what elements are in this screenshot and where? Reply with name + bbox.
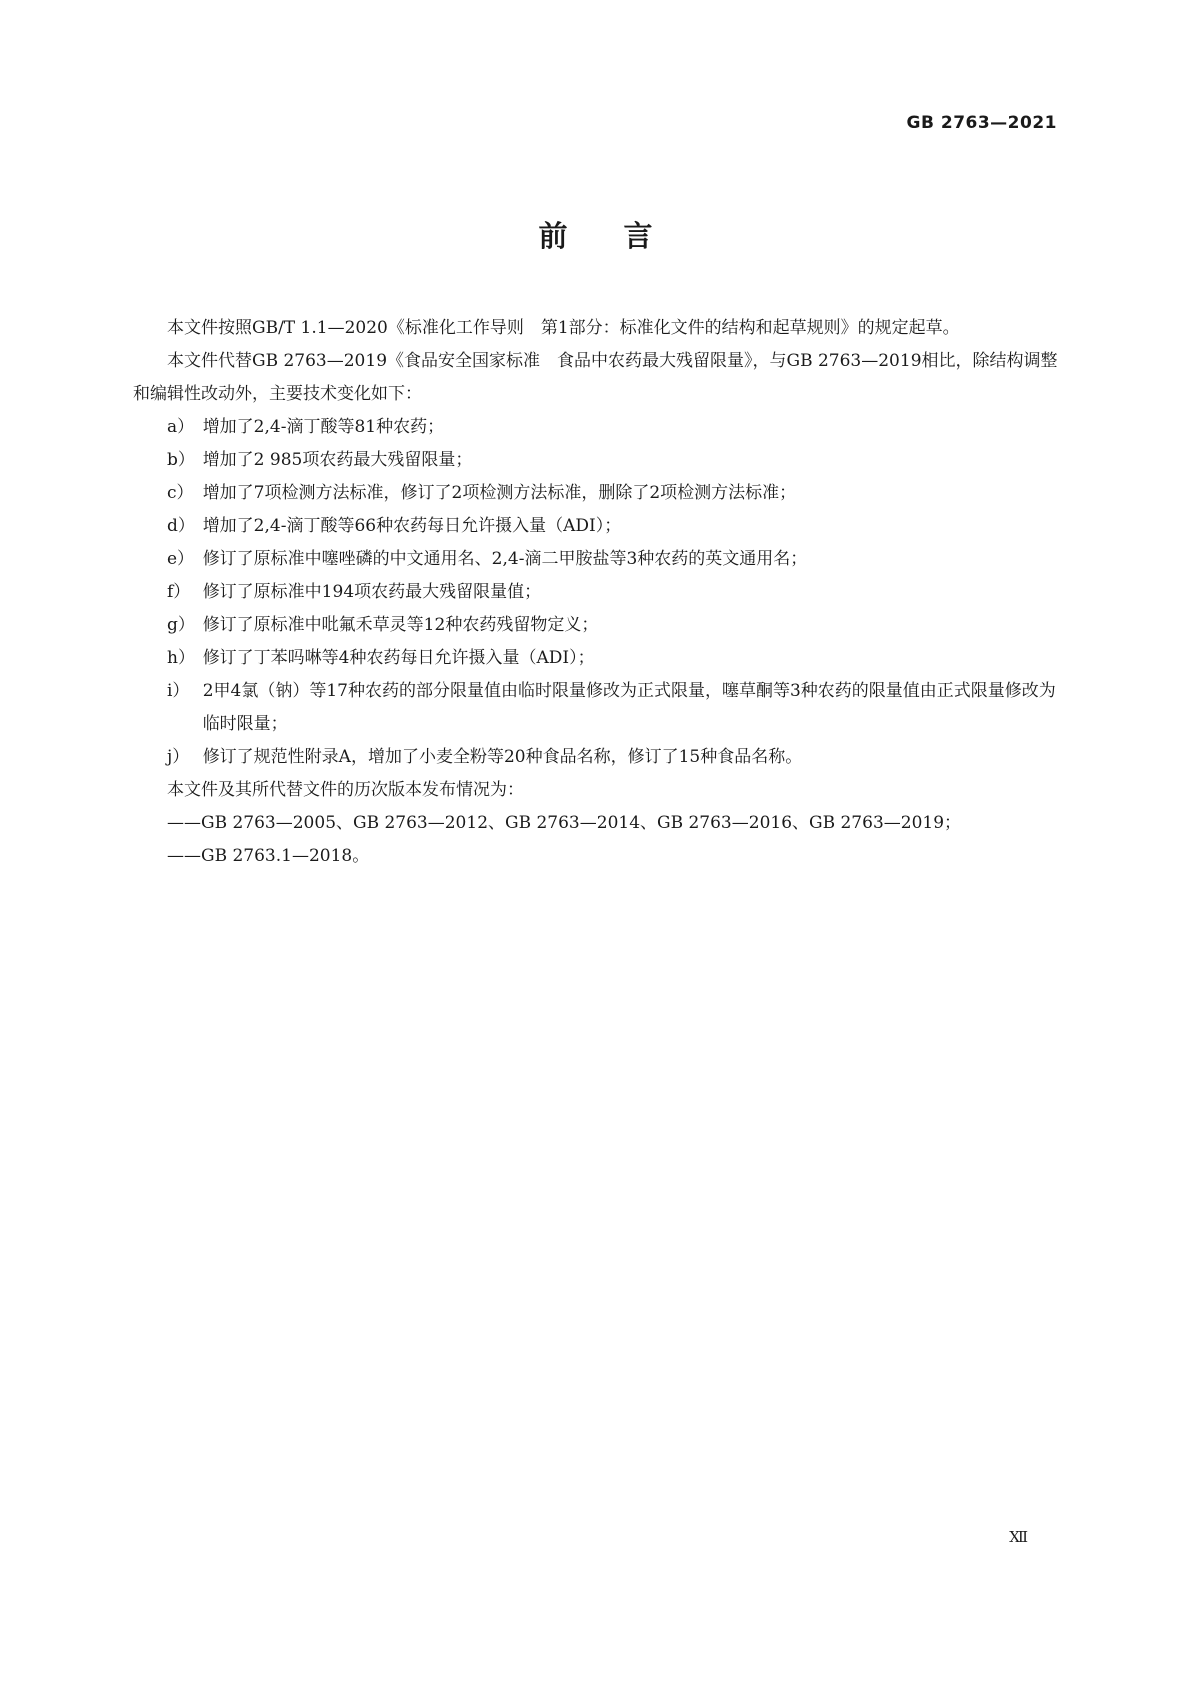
list-text: 增加了2,4-滴丁酸等81种农药； bbox=[202, 417, 445, 437]
list-text: 增加了7项检测方法标准，修订了2项检测方法标准，删除了2项检测方法标准； bbox=[202, 483, 797, 503]
list-item bbox=[133, 675, 1058, 741]
list-text: 修订了原标准中吡氟禾草灵等12种农药残留物定义； bbox=[202, 615, 599, 635]
history-item: ——GB 2763—2005、GB 2763—2012、GB 2763—2014、GB 2763—2016、GB 2763—2019； bbox=[167, 813, 962, 833]
page-number: Ⅻ bbox=[1009, 1528, 1028, 1546]
list-item bbox=[133, 642, 1058, 675]
replacement-paragraph: 本文件代替GB 2763—2019《食品安全国家标准 食品中农药最大残留限量》，与GB 2763—2019相比，除结构调整和编辑性改动外，主要技术变化如下： bbox=[133, 351, 1058, 404]
list-item bbox=[133, 576, 1058, 609]
list-marker: a） bbox=[167, 417, 195, 437]
list-marker: j） bbox=[167, 747, 190, 767]
list-marker: c） bbox=[167, 483, 194, 503]
list-item bbox=[133, 444, 1058, 477]
list-marker: d） bbox=[167, 516, 195, 536]
list-marker: f） bbox=[167, 582, 191, 602]
list-text: 修订了原标准中噻唑磷的中文通用名、2,4-滴二甲胺盐等3种农药的英文通用名； bbox=[202, 549, 808, 569]
list-item bbox=[133, 543, 1058, 576]
list-item bbox=[133, 477, 1058, 510]
list-item bbox=[133, 609, 1058, 642]
list-marker: b） bbox=[167, 450, 195, 470]
list-item bbox=[133, 741, 1058, 774]
list-item bbox=[133, 411, 1058, 444]
list-marker: h） bbox=[167, 648, 195, 668]
list-marker: e） bbox=[167, 549, 195, 569]
list-text: 增加了2 985项农药最大残留限量； bbox=[202, 450, 473, 470]
history-item: ——GB 2763.1—2018。 bbox=[167, 846, 370, 866]
list-text: 修订了原标准中194项农药最大残留限量值； bbox=[202, 582, 542, 602]
list-item bbox=[133, 510, 1058, 543]
list-text: 2甲4氯（钠）等17种农药的部分限量值由临时限量修改为正式限量，噻草酮等3种农药的限量值由正式限量修改为临时限量； bbox=[202, 681, 1056, 734]
standard-code: GB 2763—2021 bbox=[906, 113, 1057, 133]
intro-paragraph: 本文件按照GB/T 1.1—2020《标准化工作导则 第1部分：标准化文件的结构和起草规则》的规定起草。 bbox=[167, 318, 960, 338]
list-marker: g） bbox=[167, 615, 195, 635]
page-title: 前言 bbox=[538, 219, 709, 253]
list-text: 修订了丁苯吗啉等4种农药每日允许摄入量（ADI）； bbox=[202, 648, 595, 668]
document-body bbox=[133, 312, 1058, 873]
list-marker: i） bbox=[167, 681, 190, 701]
list-text: 增加了2,4-滴丁酸等66种农药每日允许摄入量（ADI）； bbox=[202, 516, 622, 536]
list-text: 修订了规范性附录A，增加了小麦全粉等20种食品名称，修订了15种食品名称。 bbox=[202, 747, 803, 767]
history-intro: 本文件及其所代替文件的历次版本发布情况为： bbox=[167, 780, 524, 800]
